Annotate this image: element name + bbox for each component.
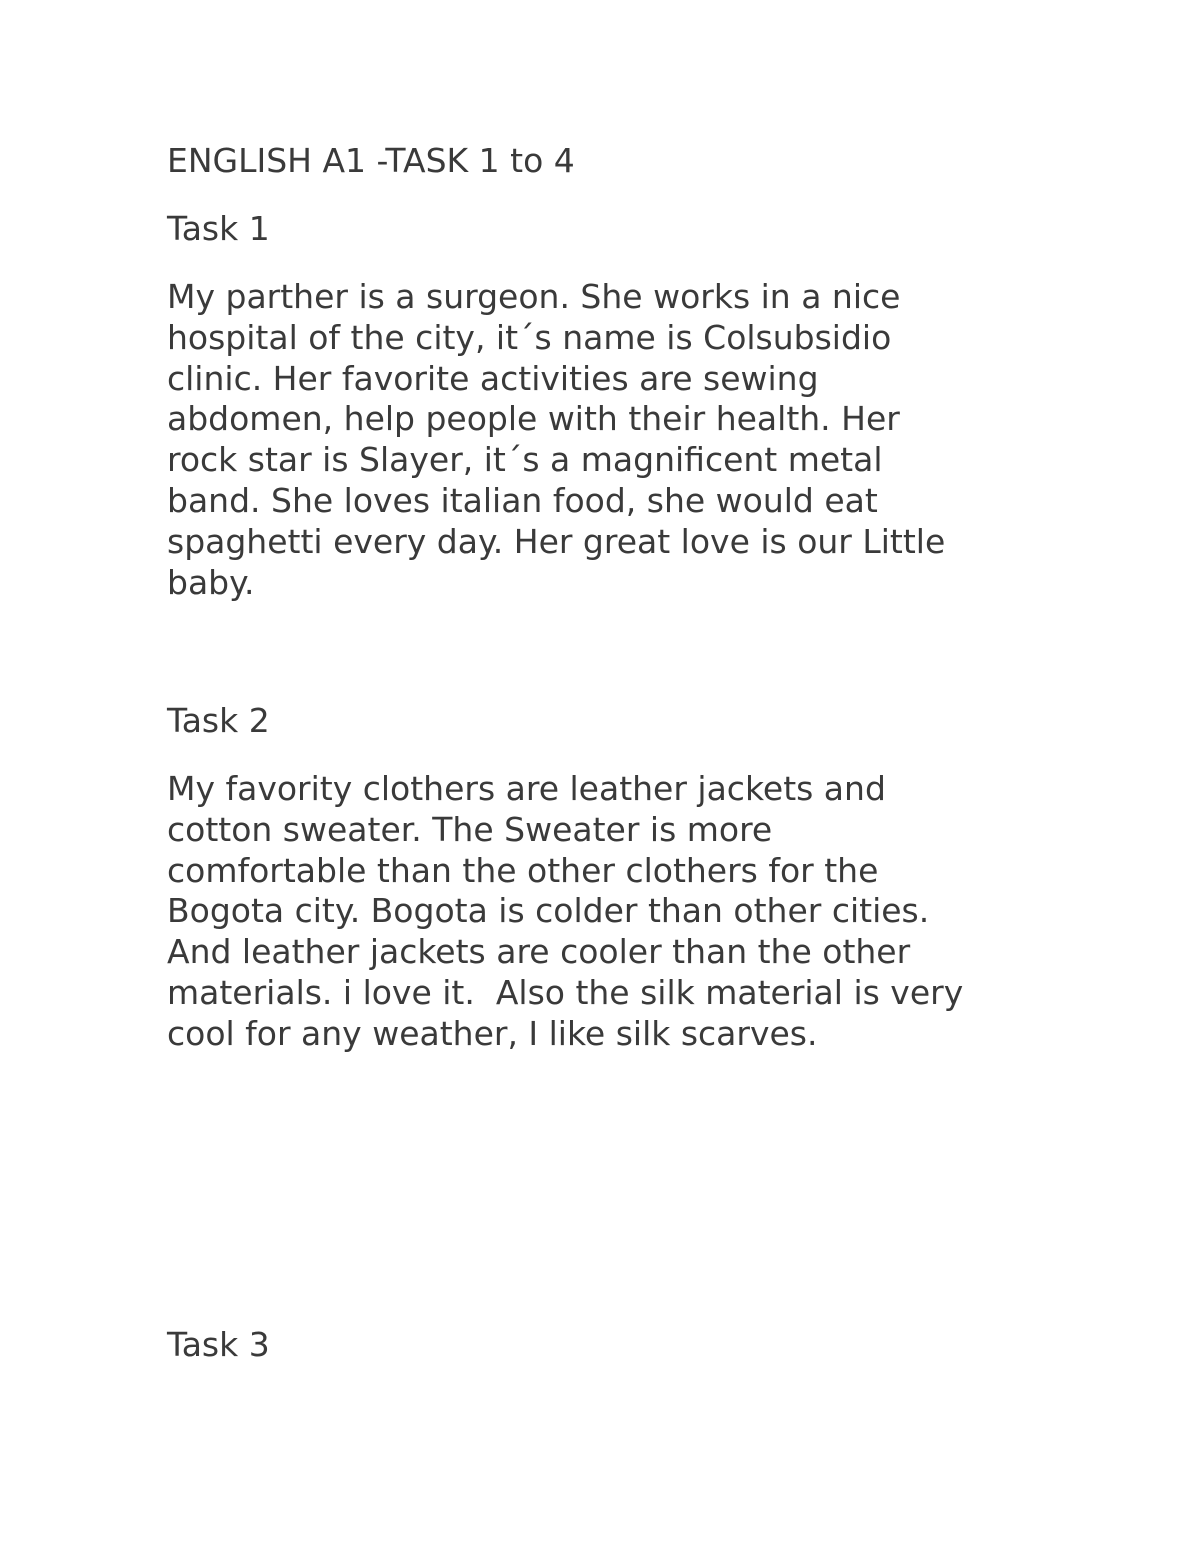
paragraph-line: cotton sweater. The Sweater is more — [167, 809, 773, 849]
paragraph-line: My favority clothers are leather jackets and — [167, 769, 886, 808]
task-2-heading: Task 2 — [167, 701, 270, 740]
paragraph-line: band. She loves italian food, she would eat — [167, 480, 878, 520]
paragraph-line: cool for any weather, I like silk scarves. — [167, 1013, 818, 1053]
document-title: ENGLISH A1 -TASK 1 to 4 — [167, 141, 575, 180]
paragraph-line: And leather jackets are cooler than the other — [167, 932, 911, 972]
paragraph-line: hospital of the city, it´s name is Colsubsidio — [167, 317, 892, 357]
paragraph-line: Bogota city. Bogota is colder than other cities. — [167, 891, 930, 931]
paragraph-line: My parther is a surgeon. She works in a nice — [167, 277, 901, 316]
paragraph-line: abdomen, help people with their health. Her — [167, 399, 900, 439]
paragraph-line: clinic. Her favorite activities are sewing — [167, 358, 819, 398]
paragraph-line: materials. i love it. Also the silk material is very — [167, 972, 964, 1012]
task-1-heading: Task 1 — [167, 209, 270, 248]
paragraph-line: spaghetti every day. Her great love is our Little — [167, 521, 946, 561]
paragraph-line: comfortable than the other clothers for the — [167, 850, 879, 890]
paragraph-line: rock star is Slayer, it´s a magnificent metal — [167, 440, 883, 480]
task-1-paragraph — [167, 277, 1047, 603]
task-3-heading: Task 3 — [167, 1325, 270, 1364]
task-2-paragraph — [167, 769, 1047, 1055]
paragraph-line: baby. — [167, 562, 255, 602]
